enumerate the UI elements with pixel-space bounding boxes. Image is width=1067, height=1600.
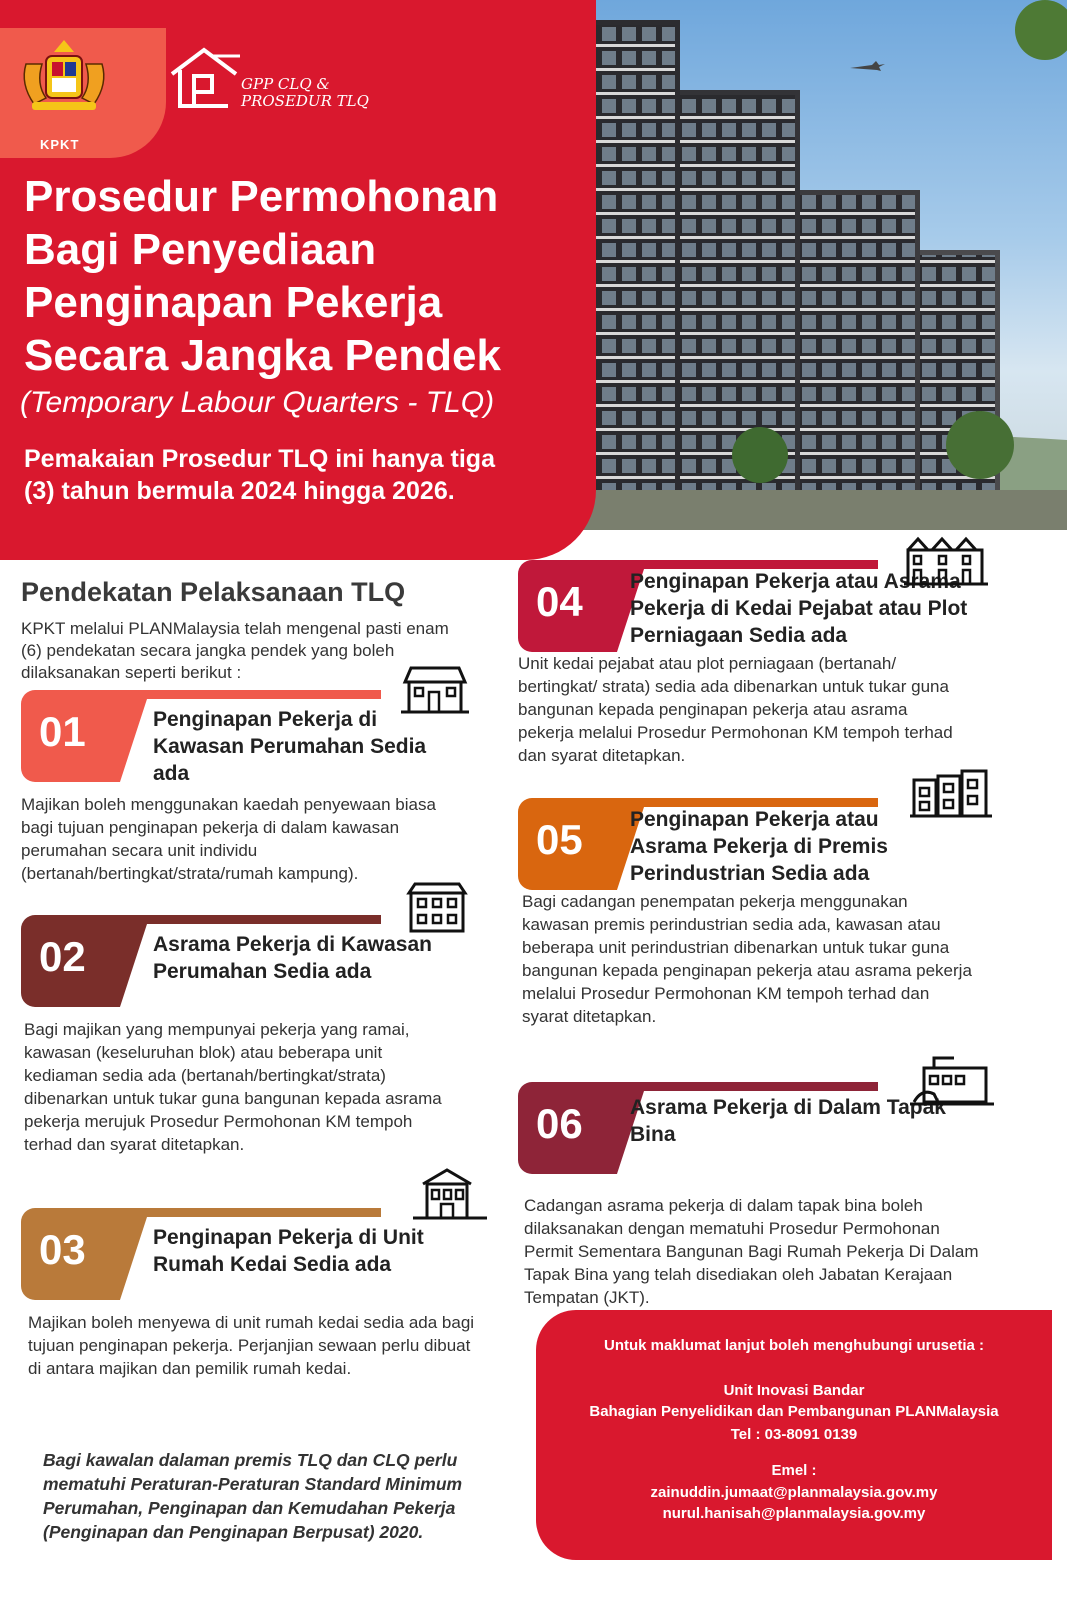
crest-label: KPKT <box>40 137 80 152</box>
construction-site-icon <box>910 1054 994 1108</box>
item-description: Bagi cadangan penempatan pekerja menggunakan kawasan premis perindustrian sedia ada, kawasan atau beberapa unit perindustrian dibenarkan untuk tukar guna bangunan kepada penginapan pekerja atau asrama pekerja melalui Prosedur Permohonan KM tempoh terhad dan syarat ditetapkan. <box>522 892 972 1026</box>
item-heading: Asrama Pekerja di Kawasan Perumahan Sedia ada <box>153 933 432 983</box>
gpp-logo-line1: GPP CLQ & <box>241 75 330 93</box>
house-outline-logo-icon <box>168 46 240 110</box>
crest-box <box>0 28 166 158</box>
contact-unit-line: Unit Inovasi Bandar <box>723 1382 865 1399</box>
title-line: Secara Jangka Pendek <box>24 331 501 380</box>
contact-box <box>536 1310 1052 1560</box>
gpp-logo-text <box>241 76 369 110</box>
contact-lead: Untuk maklumat lanjut boleh menghubungi urusetia : <box>603 1337 985 1354</box>
gpp-logo-line2: PROSEDUR TLQ <box>241 92 369 110</box>
item-description: Majikan boleh menggunakan kaedah penyewaan biasa bagi tujuan penginapan pekerja di dalam kawasan perumahan secara unit individu (bertanah/bertingkat/strata/rumah kampung). <box>21 795 436 883</box>
contact-emails <box>536 1482 1052 1524</box>
section-intro: KPKT melalui PLANMalaysia telah mengenal pasti enam (6) pendekatan secara jangka pendek yang boleh dilaksanakan seperti berikut : <box>21 619 449 682</box>
item-number: 03 <box>39 1226 86 1273</box>
section-title: Pendekatan Pelaksanaan TLQ <box>21 577 406 607</box>
item-description: Unit kedai pejabat atau plot perniagaan (bertanah/ bertingkat/ strata) sedia ada dibenarkan untuk tukar guna bangunan kepada penginapan pekerja atau asrama pekerja melalui Prosedur Permohonan KM tempoh terhad dan syarat ditetapkan. <box>518 654 953 765</box>
header-banner <box>0 0 1067 560</box>
contact-unit-line: Bahagian Penyelidikan dan Pembangunan PLANMalaysia <box>589 1403 999 1420</box>
shop-office-row-icon <box>904 536 988 586</box>
malaysia-crest-icon <box>14 34 114 119</box>
item-description: Bagi majikan yang mempunyai pekerja yang ramai, kawasan (keseluruhan blok) atau beberapa unit kediaman sedia ada (bertanah/bertingkat/strata) dibenarkan untuk tukar guna bangunan kepada asrama pekerja merujuk Prosedur Permohonan KM tempoh terhad dan syarat ditetapkan. <box>24 1020 442 1154</box>
item-number: 04 <box>536 578 583 625</box>
title-line: Prosedur Permohonan <box>24 172 499 221</box>
item-number: 01 <box>39 708 86 755</box>
apartment-block-icon <box>403 881 471 933</box>
item-heading: Penginapan Pekerja atau Asrama Pekerja di Premis Perindustrian Sedia ada <box>630 808 888 885</box>
shophouse-icon <box>413 1168 487 1222</box>
contact-unit <box>536 1380 1052 1422</box>
item-number: 06 <box>536 1100 583 1147</box>
industrial-buildings-icon <box>910 768 992 820</box>
item-heading: Penginapan Pekerja di Unit Rumah Kedai Sedia ada <box>153 1226 424 1276</box>
duration-note <box>24 443 584 507</box>
contact-email-label: Emel : <box>771 1462 817 1479</box>
contact-telephone: Tel : 03-8091 0139 <box>730 1426 858 1443</box>
house-icon <box>401 664 469 714</box>
item-number: 05 <box>536 816 583 863</box>
regulation-footnote: Bagi kawalan dalaman premis TLQ dan CLQ perlu mematuhi Peraturan-Peraturan Standard Minimum Perumahan, Penginapan dan Kemudahan Pekerja (Penginapan dan Penginapan Berpusat) 2020. <box>43 1450 463 1542</box>
contact-email-link[interactable]: zainuddin.jumaat@planmalaysia.gov.my <box>650 1484 938 1501</box>
item-heading: Penginapan Pekerja di Kawasan Perumahan Sedia ada <box>153 708 427 785</box>
duration-line: Pemakaian Prosedur TLQ ini hanya tiga <box>24 445 495 473</box>
contact-email-link[interactable]: nurul.hanisah@planmalaysia.gov.my <box>662 1505 926 1522</box>
page-title <box>24 170 584 382</box>
title-line: Bagi Penyediaan <box>24 225 377 274</box>
item-description: Cadangan asrama pekerja di dalam tapak bina boleh dilaksanakan dengan mematuhi Prosedur Permohonan Permit Sementara Bangunan Bagi Rumah Pekerja Di Dalam Tapak Bina yang telah disediakan oleh Jabatan Kerajaan Tempatan (JKT). <box>524 1196 979 1307</box>
item-number: 02 <box>39 933 86 980</box>
title-line: Penginapan Pekerja <box>24 278 443 327</box>
item-heading: Penginapan Pekerja atau Asrama Pekerja di Kedai Pejabat atau Plot Perniagaan Sedia ada <box>630 570 968 647</box>
item-heading: Asrama Pekerja di Dalam Tapak Bina <box>630 1096 946 1146</box>
item-description: Majikan boleh menyewa di unit rumah kedai sedia ada bagi tujuan penginapan pekerja. Perjanjian sewaan perlu dibuat di antara majikan dan pemilik rumah kedai. <box>28 1313 475 1378</box>
duration-line: (3) tahun bermula 2024 hingga 2026. <box>24 477 455 505</box>
page-subtitle: (Temporary Labour Quarters - TLQ) <box>20 386 495 419</box>
